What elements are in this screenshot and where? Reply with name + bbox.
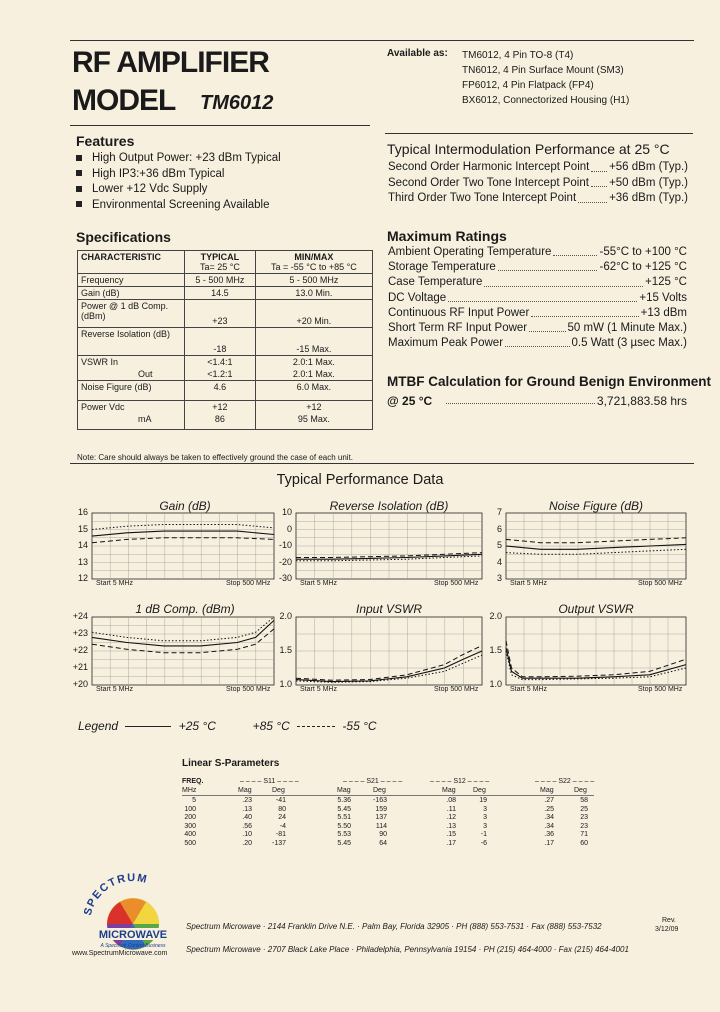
y-tick-label: +20 bbox=[72, 679, 88, 689]
list-item: Third Order Two Tone Intercept Point +36 dBm (Typ.) bbox=[388, 192, 688, 204]
start-label: Start 5 MHz bbox=[510, 580, 547, 587]
table-cell: 24 bbox=[278, 814, 286, 821]
legend-label: Legend bbox=[78, 719, 119, 733]
stop-label: Stop 500 MHz bbox=[434, 686, 479, 693]
table-cell: 71 bbox=[580, 831, 588, 838]
table-cell: .13 bbox=[446, 822, 456, 830]
stop-label: Stop 500 MHz bbox=[226, 580, 271, 587]
bullet-icon bbox=[76, 170, 82, 176]
spec-col-header: TYPICAL Ta= 25 °C bbox=[185, 251, 256, 274]
y-tick-label: +24 bbox=[72, 611, 88, 621]
legend bbox=[78, 719, 377, 733]
start-label: Start 5 MHz bbox=[96, 686, 133, 693]
table-row: Power @ 1 dB Comp. (dBm) +23 +20 Min. bbox=[78, 300, 373, 328]
table-cell: .20 bbox=[242, 839, 252, 847]
specs-table bbox=[77, 250, 373, 430]
y-tick-label: 0 bbox=[286, 523, 292, 534]
list-item: Ambient Operating Temperature -55°C to +100 °C bbox=[388, 246, 687, 258]
list-item: Case Temperature +125 °C bbox=[388, 276, 687, 289]
table-cell: -137 bbox=[271, 839, 286, 847]
logo-text: A Spectrum Control Business bbox=[100, 943, 166, 949]
table-cell: .17 bbox=[446, 839, 456, 847]
mtbf-row: @ 25 °C 3,721,883.58 hrs bbox=[387, 394, 687, 408]
specs-heading: Specifications bbox=[76, 229, 171, 245]
features-heading: Features bbox=[76, 133, 135, 149]
website-link[interactable]: www.SpectrumMicrowave.com bbox=[72, 950, 168, 957]
table-cell: .11 bbox=[446, 805, 456, 813]
sparams-subheader: Deg bbox=[574, 787, 587, 794]
y-tick-label: 12 bbox=[77, 573, 88, 583]
sparams-subheader: Mag bbox=[238, 787, 252, 794]
sparams-subheader: Mag bbox=[442, 787, 456, 794]
performance-chart bbox=[296, 617, 482, 685]
y-tick-label: 1.0 bbox=[279, 679, 292, 689]
spec-col-header: MIN/MAX Ta = -55 °C to +85 °C bbox=[255, 251, 372, 274]
sparams-group: – – – – S22 – – – – bbox=[535, 778, 595, 785]
table-cell: 5.36 bbox=[337, 797, 351, 804]
ratings-heading: Maximum Ratings bbox=[387, 228, 507, 244]
table-cell: 100 bbox=[184, 805, 196, 813]
available-item: TN6012, 4 Pin Surface Mount (SM3) bbox=[462, 65, 624, 76]
y-tick-label: 14 bbox=[77, 540, 88, 550]
legend-item: +85 °C bbox=[252, 719, 290, 733]
table-cell: 137 bbox=[375, 814, 387, 821]
table-cell: -163 bbox=[372, 797, 387, 804]
chart-title: Gain (dB) bbox=[159, 499, 211, 513]
table-row: Gain (dB) 14.5 13.0 Min. bbox=[78, 287, 373, 300]
chart-title: Input VSWR bbox=[355, 602, 423, 616]
y-tick-label: 16 bbox=[77, 507, 88, 517]
sparams-subheader: Deg bbox=[373, 787, 386, 794]
table-cell: .13 bbox=[242, 805, 252, 813]
y-tick-label: 1.5 bbox=[279, 645, 292, 655]
table-cell: .27 bbox=[544, 797, 554, 804]
model-number: TM6012 bbox=[200, 92, 274, 114]
table-cell: 5.50 bbox=[337, 822, 351, 830]
y-tick-label: 2.0 bbox=[279, 611, 292, 621]
table-cell: 80 bbox=[278, 805, 286, 813]
table-cell: .56 bbox=[242, 822, 252, 830]
legend-item: +25 °C bbox=[178, 719, 216, 733]
chart-title: Reverse Isolation (dB) bbox=[329, 499, 449, 513]
table-cell: 25 bbox=[580, 805, 588, 813]
specs-note: Note: Care should always be taken to effectively ground the case of each unit. bbox=[77, 453, 354, 462]
y-tick-label: 2.0 bbox=[489, 611, 502, 621]
table-cell: 60 bbox=[580, 839, 588, 847]
table-cell: 64 bbox=[379, 839, 387, 847]
sparams-mhz: MHz bbox=[182, 787, 197, 794]
table-cell: .10 bbox=[242, 831, 252, 838]
feature-item: High Output Power: +23 dBm Typical bbox=[76, 151, 281, 167]
chart-title: Noise Figure (dB) bbox=[548, 499, 644, 513]
table-cell: 23 bbox=[580, 822, 588, 830]
table-cell: 159 bbox=[375, 805, 387, 813]
sparams-subheader: Deg bbox=[473, 787, 486, 794]
ratings-list bbox=[388, 245, 687, 351]
start-label: Start 5 MHz bbox=[300, 580, 337, 587]
available-list bbox=[462, 48, 629, 108]
y-tick-label: +23 bbox=[72, 628, 88, 638]
list-item: Second Order Harmonic Intercept Point +56 dBm (Typ.) bbox=[388, 161, 688, 173]
table-row: Noise Figure (dB) 4.6 6.0 Max. bbox=[78, 381, 373, 401]
table-cell: .15 bbox=[446, 831, 456, 838]
y-tick-label: 1.0 bbox=[489, 679, 502, 689]
table-cell: .25 bbox=[544, 805, 554, 813]
legend-swatch-solid bbox=[125, 726, 171, 727]
y-tick-label: 5 bbox=[496, 540, 502, 550]
y-tick-label: +21 bbox=[72, 662, 88, 672]
y-tick-label: 15 bbox=[77, 523, 88, 534]
table-cell: 5.45 bbox=[337, 839, 351, 847]
intermod-heading: Typical Intermodulation Performance at 25 °C bbox=[387, 141, 670, 157]
stop-label: Stop 500 MHz bbox=[226, 686, 271, 693]
sparams-subheader: Mag bbox=[540, 787, 554, 794]
table-cell: 3 bbox=[483, 822, 487, 830]
stop-label: Stop 500 MHz bbox=[638, 580, 683, 587]
list-item: Storage Temperature -62°C to +125 °C bbox=[388, 261, 687, 274]
table-cell: 3 bbox=[483, 805, 487, 813]
start-label: Start 5 MHz bbox=[510, 686, 547, 693]
y-tick-label: 13 bbox=[77, 556, 88, 567]
bullet-icon bbox=[76, 186, 82, 192]
table-cell: .12 bbox=[446, 814, 456, 821]
bullet-icon bbox=[76, 155, 82, 161]
table-cell: .36 bbox=[544, 831, 554, 838]
table-cell: .23 bbox=[242, 797, 252, 804]
list-item: Maximum Peak Power 0.5 Watt (3 µsec Max.) bbox=[388, 337, 687, 350]
table-cell: -6 bbox=[480, 839, 487, 847]
y-tick-label: 1.5 bbox=[489, 645, 502, 655]
y-tick-label: -10 bbox=[278, 540, 292, 550]
logo-text: MICROWAVE bbox=[98, 929, 168, 941]
feature-item: High IP3:+36 dBm Typical bbox=[76, 167, 281, 183]
chart-title: Output VSWR bbox=[558, 602, 634, 616]
rev-label: Rev. bbox=[662, 917, 676, 924]
stop-label: Stop 500 MHz bbox=[434, 580, 479, 587]
table-row: Power Vdc +12 +12 bbox=[78, 401, 373, 414]
table-cell: -41 bbox=[275, 797, 286, 804]
rev-date: 3/12/09 bbox=[655, 926, 679, 933]
table-cell: .08 bbox=[446, 797, 456, 804]
y-tick-label: +22 bbox=[72, 645, 88, 655]
logo-text: SPECTRUM bbox=[81, 872, 150, 917]
spectrum-logo bbox=[78, 872, 188, 957]
y-tick-label: -30 bbox=[278, 573, 292, 583]
list-item: Continuous RF Input Power +13 dBm bbox=[388, 306, 687, 319]
table-cell: .40 bbox=[242, 814, 252, 821]
list-item: DC Voltage +15 Volts bbox=[388, 291, 687, 304]
performance-chart bbox=[506, 617, 686, 685]
y-tick-label: 6 bbox=[496, 523, 502, 534]
features-list bbox=[76, 151, 281, 213]
table-cell: 114 bbox=[375, 822, 387, 830]
table-cell: -4 bbox=[279, 822, 286, 830]
stop-label: Stop 500 MHz bbox=[638, 686, 683, 693]
sparams-group: – – – – S21 – – – – bbox=[343, 778, 403, 785]
performance-chart bbox=[296, 513, 482, 579]
available-item: BX6012, Connectorized Housing (H1) bbox=[462, 95, 630, 106]
available-item: FP6012, 4 Pin Flatpack (FP4) bbox=[462, 80, 594, 91]
table-cell: 90 bbox=[379, 831, 387, 838]
start-label: Start 5 MHz bbox=[96, 580, 133, 587]
title-line1: RF AMPLIFIER bbox=[72, 46, 269, 79]
performance-chart bbox=[92, 513, 274, 579]
sparams-subheader: Mag bbox=[337, 787, 351, 794]
bullet-icon bbox=[76, 201, 82, 207]
table-cell: 3 bbox=[483, 814, 487, 821]
mtbf-heading: MTBF Calculation for Ground Benign Environment bbox=[387, 374, 711, 389]
sparams-subheader: Deg bbox=[272, 787, 285, 794]
y-tick-label: -20 bbox=[278, 556, 292, 567]
spec-col-header: CHARACTERISTIC bbox=[78, 251, 185, 274]
sparams-freq: FREQ. bbox=[182, 778, 204, 785]
table-row: Out <1.2:1 2.0:1 Max. bbox=[78, 368, 373, 381]
start-label: Start 5 MHz bbox=[300, 686, 337, 693]
performance-chart bbox=[506, 513, 686, 579]
table-cell: 400 bbox=[184, 831, 196, 838]
list-item: Short Term RF Input Power 50 mW (1 Minute Max.) bbox=[388, 322, 687, 335]
table-row: Frequency 5 - 500 MHz 5 - 500 MHz bbox=[78, 274, 373, 287]
list-item: Second Order Two Tone Intercept Point +50 dBm (Typ.) bbox=[388, 176, 688, 189]
table-cell: .34 bbox=[544, 814, 554, 821]
table-cell: 5.53 bbox=[337, 831, 351, 838]
table-cell: 500 bbox=[184, 839, 196, 847]
table-cell: 300 bbox=[184, 822, 196, 830]
available-label: Available as: bbox=[387, 48, 448, 59]
table-cell: 5.51 bbox=[337, 814, 351, 821]
footer-address-2: Spectrum Microwave · 2707 Black Lake Place · Philadelphia, Pennsylvania 19154 · PH (215) 464-4000 · Fax (215) 464-4001 bbox=[186, 945, 629, 954]
y-tick-label: 4 bbox=[496, 556, 502, 567]
feature-item: Lower +12 Vdc Supply bbox=[76, 182, 281, 198]
table-cell: 19 bbox=[479, 797, 487, 804]
performance-heading: Typical Performance Data bbox=[276, 472, 444, 488]
table-cell: -81 bbox=[275, 831, 286, 838]
table-cell: 5.45 bbox=[337, 805, 351, 813]
sparams-group: – – – – S12 – – – – bbox=[430, 778, 490, 785]
table-row: Reverse Isolation (dB) -18 -15 Max. bbox=[78, 328, 373, 356]
legend-swatch-dashed bbox=[297, 726, 335, 727]
feature-item: Environmental Screening Available bbox=[76, 198, 281, 214]
y-tick-label: 3 bbox=[496, 573, 502, 583]
intermod-list bbox=[388, 160, 688, 207]
table-cell: -1 bbox=[480, 831, 487, 838]
table-cell: 5 bbox=[192, 797, 196, 804]
performance-chart bbox=[92, 617, 274, 685]
y-tick-label: 10 bbox=[281, 507, 292, 517]
title-line2: MODEL bbox=[72, 84, 176, 117]
sparams-group: – – – – S11 – – – – bbox=[240, 778, 299, 785]
y-tick-label: 7 bbox=[496, 507, 502, 517]
table-row: VSWR In <1.4:1 2.0:1 Max. bbox=[78, 356, 373, 369]
table-cell: .17 bbox=[544, 839, 554, 847]
legend-item: -55 °C bbox=[342, 719, 377, 733]
table-cell: 23 bbox=[580, 814, 588, 821]
table-row: mA 86 95 Max. bbox=[78, 413, 373, 429]
sparams-heading: Linear S-Parameters bbox=[182, 758, 280, 769]
table-cell: 200 bbox=[184, 814, 196, 821]
table-cell: .34 bbox=[544, 822, 554, 830]
footer-address-1: Spectrum Microwave · 2144 Franklin Drive N.E. · Palm Bay, Florida 32905 · PH (888) 553-7531 · Fax (888) 553-7532 bbox=[186, 922, 602, 931]
chart-title: 1 dB Comp. (dBm) bbox=[135, 602, 235, 616]
available-item: TM6012, 4 Pin TO-8 (T4) bbox=[462, 50, 574, 61]
table-cell: 58 bbox=[580, 797, 588, 804]
